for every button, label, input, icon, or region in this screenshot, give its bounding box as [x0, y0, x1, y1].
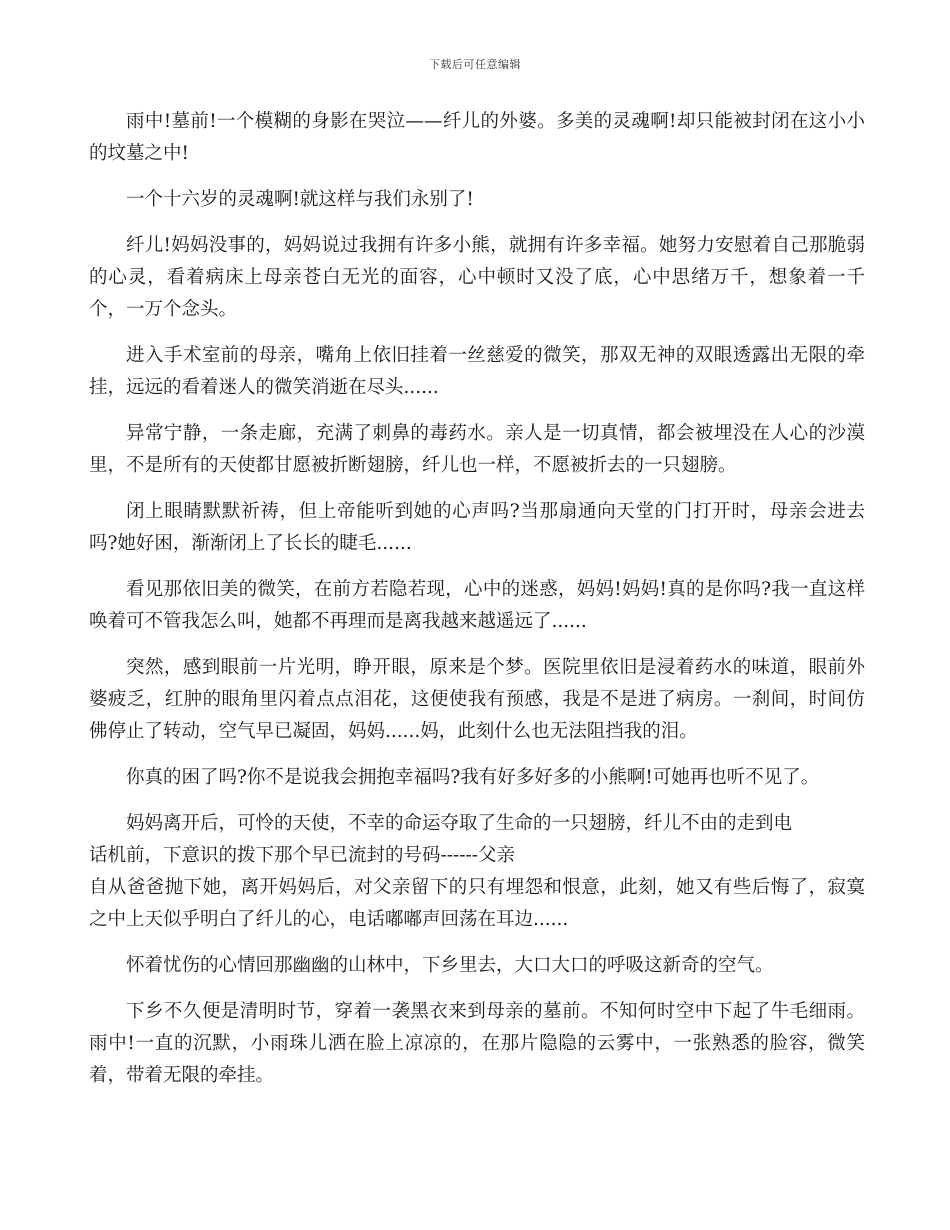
page-header: 下载后可任意编辑 — [429, 58, 521, 71]
paragraph-3: 纤儿!妈妈没事的，妈妈说过我拥有许多小熊，就拥有许多幸福。她努力安慰着自己那脆弱的心灵，看着病床上母亲苍白无光的面容，心中顿时又没了底，心中思绪万千，想象着一千个，一万个念头。 — [89, 235, 865, 320]
paragraph-11: 怀着忧伤的心情回那幽幽的山林中，下乡里去，大口大口的呼吸这新奇的空气。 — [126, 955, 774, 976]
paragraph-2: 一个十六岁的灵魂啊!就这样与我们永别了! — [126, 189, 474, 210]
paragraph-5: 异常宁静，一条走廊，充满了刺鼻的毒药水。亲人是一切真情，都会被埋没在人心的沙漠里，不是所有的天使都甘愿被折断翅膀，纤儿也一样，不愿被折去的一只翅膀。 — [89, 423, 865, 476]
paragraph-12: 下乡不久便是清明时节，穿着一袭黑衣来到母亲的墓前。不知何时空中下起了牛毛细雨。雨中!一直的沉默，小雨珠儿洒在脸上凉凉的，在那片隐隐的云雾中，一张熟悉的脸容，微笑着，带着无限的牵挂。 — [89, 1001, 865, 1086]
paragraph-10 — [89, 808, 865, 936]
paragraph-6: 闭上眼睛默默祈祷，但上帝能听到她的心声吗?当那扇通向天堂的门打开时，母亲会进去吗?她好困，渐渐闭上了长长的睫毛...... — [89, 501, 865, 554]
paragraph-4: 进入手术室前的母亲，嘴角上依旧挂着一丝慈爱的微笑，那双无神的双眼透露出无限的牵挂，远远的看着迷人的微笑消逝在尽头...... — [89, 345, 865, 398]
paragraph-1: 雨中!墓前!一个模糊的身影在哭泣——纤儿的外婆。多美的灵魂啊!却只能被封闭在这小小的坟墓之中! — [89, 111, 865, 164]
paragraph-7: 看见那依旧美的微笑，在前方若隐若现，心中的迷惑，妈妈!妈妈!真的是你吗?我一直这样唤着可不管我怎么叫，她都不再理而是离我越来越遥远了...... — [89, 579, 865, 632]
paragraph-10-line-2: 话机前，下意识的拨下那个早已流封的号码------父亲 — [89, 845, 516, 866]
document-body — [89, 106, 865, 1106]
paragraph-10-line-3: 自从爸爸抛下她，离开妈妈后，对父亲留下的只有埋怨和恨意，此刻，她又有些后悔了，寂寞之中上天似乎明白了纤儿的心，电话嘟嘟声回荡在耳边...... — [89, 877, 865, 930]
paragraph-10-line-1: 妈妈离开后，可怜的天使，不幸的命运夺取了生命的一只翅膀，纤儿不由的走到电 — [126, 813, 793, 834]
paragraph-9: 你真的困了吗?你不是说我会拥抱幸福吗?我有好多好多的小熊啊!可她再也听不见了。 — [126, 767, 820, 788]
paragraph-8: 突然，感到眼前一片光明，睁开眼，原来是个梦。医院里依旧是浸着药水的味道，眼前外婆疲乏，红肿的眼角里闪着点点泪花，这便使我有预感，我是不是进了病房。一刹间，时间仿佛停止了转动，空气早已凝固，妈妈......妈，此刻什么也无法阻挡我的泪。 — [89, 657, 865, 742]
